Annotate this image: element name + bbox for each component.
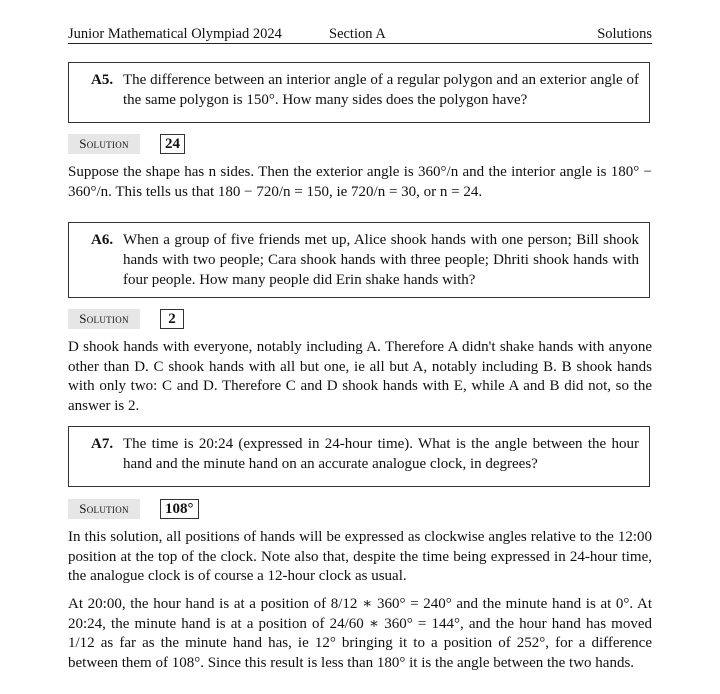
question-text: When a group of five friends met up, Alice shook hands with one person; Bill shook hands with two people; Cara shook hands with three people; Dhriti shook hands with four people. How many people did Erin shake hands with? — [123, 232, 639, 288]
question-text: The time is 20:24 (expressed in 24-hour time). What is the angle between the hour hand and the minute hand on an accurate analogue clock, in degrees? — [123, 436, 639, 472]
question-number: A6. — [91, 232, 114, 248]
header-right: Solutions — [597, 26, 652, 42]
solution-paragraph: At 20:00, the hour hand is at a position of 8/12 ∗ 360° = 240° and the minute hand is at 0°. At 20:24, the minute hand is at a position of 24/60 ∗ 360° = 144°, and the hour hand has moved 1/12 as far as the minute hand has, ie 12° bringing it to a position of 252°, for a difference between them of 108°. Since this result is less than 180° it is the angle between the two hands. — [68, 596, 652, 671]
answer-box: 24 — [160, 134, 185, 154]
solution-label: Solution — [68, 499, 140, 519]
question-box-a7 — [68, 426, 650, 487]
question-box-a5 — [68, 62, 650, 123]
solution-label: Solution — [68, 134, 140, 154]
solution-paragraph: Suppose the shape has n sides. Then the exterior angle is 360°/n and the interior angle is 180° − 360°/n. This tells us that 180 − 720/n = 150, ie 720/n = 30, or n = 24. — [68, 164, 652, 200]
question-box-a6 — [68, 222, 650, 298]
question-number: A5. — [91, 72, 114, 88]
answer-box: 2 — [160, 309, 184, 329]
solution-paragraph: D shook hands with everyone, notably including A. Therefore A didn't shake hands with anyone other than D. C shook hands with all but one, ie all but A, notably including B. B shook hands with only two: C and D. Therefore C and D shook hands with E, while A and B did not, so the answer is 2. — [68, 339, 652, 414]
question-number: A7. — [91, 436, 114, 452]
question-text: The difference between an interior angle of a regular polygon and an exterior angle of the same polygon is 150°. How many sides does the polygon have? — [123, 72, 639, 108]
header-section: Section A — [329, 26, 386, 42]
page-header — [68, 26, 652, 44]
solution-label: Solution — [68, 309, 140, 329]
solution-paragraph: In this solution, all positions of hands will be expressed as clockwise angles relative to the 12:00 position at the top of the clock. Note also that, despite the time being expressed in 24-hour time, the analogue clock is of course a 12-hour clock as usual. — [68, 529, 652, 584]
header-title: Junior Mathematical Olympiad 2024 — [68, 26, 282, 42]
answer-box: 108° — [160, 499, 199, 519]
